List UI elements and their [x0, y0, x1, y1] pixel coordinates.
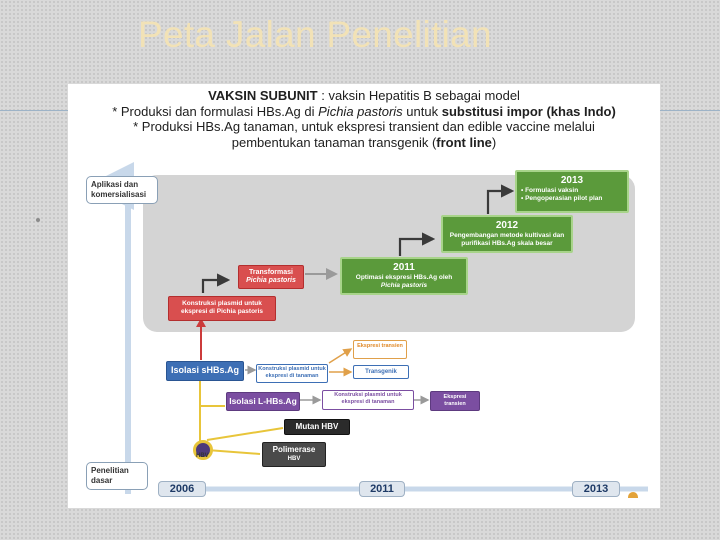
year-2013: 2013 — [572, 481, 620, 497]
transformasi-line2: Pichia pastoris — [246, 277, 296, 284]
title-rule-right — [660, 110, 720, 111]
polimerase-line1: Polimerase — [272, 445, 316, 454]
hbv-label: HBV — [196, 453, 209, 459]
transformasi-line1: Transformasi — [249, 269, 293, 276]
axis-label-penelitian-text: Penelitian dasar — [91, 466, 129, 485]
header-line3: * Produksi HBs.Ag tanaman, untuk ekspresi transient dan edible vaccine melalui — [133, 119, 595, 134]
year-2006: 2006 — [158, 481, 206, 497]
axis-label-aplikasi-text: Aplikasi dan komersialisasi — [91, 180, 147, 199]
header-line2-a: * Produksi dan formulasi HBs.Ag di — [112, 103, 319, 119]
slide-title: Peta Jalan Penelitian — [138, 14, 492, 55]
stage-2012 — [441, 215, 573, 253]
header-vaksin-subunit: VAKSIN SUBUNIT — [208, 88, 318, 103]
logo-mark — [628, 492, 638, 498]
stage-transformasi — [238, 265, 304, 289]
header-line2-b: untuk — [402, 103, 442, 119]
stage-2011-year: 2011 — [393, 262, 415, 273]
connector-arrows — [68, 84, 660, 508]
axis-label-penelitian — [86, 462, 148, 490]
ekspresi-transien-2-text: Ekspresi transien — [443, 394, 467, 407]
bullet-dot — [36, 218, 40, 222]
stage-2011-text-b: Pichia pastoris — [380, 282, 428, 289]
konstruksi-tanaman-2-text: Konstruksi plasmid untuk ekspresi di tanaman — [334, 392, 402, 405]
stage-2013 — [515, 170, 629, 213]
header-line2-italic: Pichia pastoris — [318, 103, 403, 119]
header-line4-a: pembentukan tanaman transgenik ( — [231, 134, 437, 150]
konstruksi-line1: Konstruksi plasmid untuk — [182, 300, 262, 307]
stage-konstruksi-plasmid — [168, 296, 276, 321]
stage-2011 — [340, 257, 468, 295]
header-line2-bold: substitusi impor (khas Indo) — [441, 103, 616, 119]
roadmap-figure — [68, 84, 660, 508]
transgenik-text: Transgenik — [365, 369, 397, 375]
stage-2013-year: 2013 — [560, 175, 584, 186]
box-isolasi-lhbsag: Isolasi L-HBs.Ag — [226, 392, 300, 411]
stage-2013-item-1: • Formulasi vaksin — [521, 187, 579, 194]
header-line1-rest: : vaksin Hepatitis B sebagai model — [317, 88, 520, 103]
stage-2012-year: 2012 — [495, 220, 519, 231]
stage-2011-text-a: Optimasi ekspresi HBs.Ag oleh — [355, 274, 453, 281]
box-ekspresi-transien-2 — [430, 391, 480, 411]
year-2011: 2011 — [359, 481, 405, 497]
konstruksi-tanaman-1-text: Konstruksi plasmid untuk ekspresi di tanaman — [258, 366, 326, 379]
box-konstruksi-tanaman-2 — [322, 390, 414, 410]
ekspresi-transien-1-text: Ekspresi transien — [357, 343, 403, 349]
axis-label-aplikasi — [86, 176, 158, 204]
box-ekspresi-transien-1 — [353, 340, 407, 359]
box-transgenik — [353, 365, 409, 379]
box-konstruksi-tanaman-1 — [256, 364, 328, 383]
header-line4-b: ) — [491, 134, 497, 150]
box-polimerase-hbv — [262, 442, 326, 467]
box-isolasi-shbsag: Isolasi sHBs.Ag — [166, 361, 244, 381]
konstruksi-line2: ekspresi di Pichia pastoris — [180, 308, 263, 315]
header-front-line: front line — [436, 134, 492, 150]
stage-2012-text: Pengembangan metode kultivasi dan purifikasi HBs.Ag skala besar — [449, 232, 565, 247]
polimerase-line2: HBV — [287, 456, 301, 462]
box-mutan-hbv: Mutan HBV — [284, 419, 350, 435]
stage-2013-item-2: • Pengoperasian pilot plan — [521, 195, 603, 202]
title-rule-left — [0, 110, 68, 111]
